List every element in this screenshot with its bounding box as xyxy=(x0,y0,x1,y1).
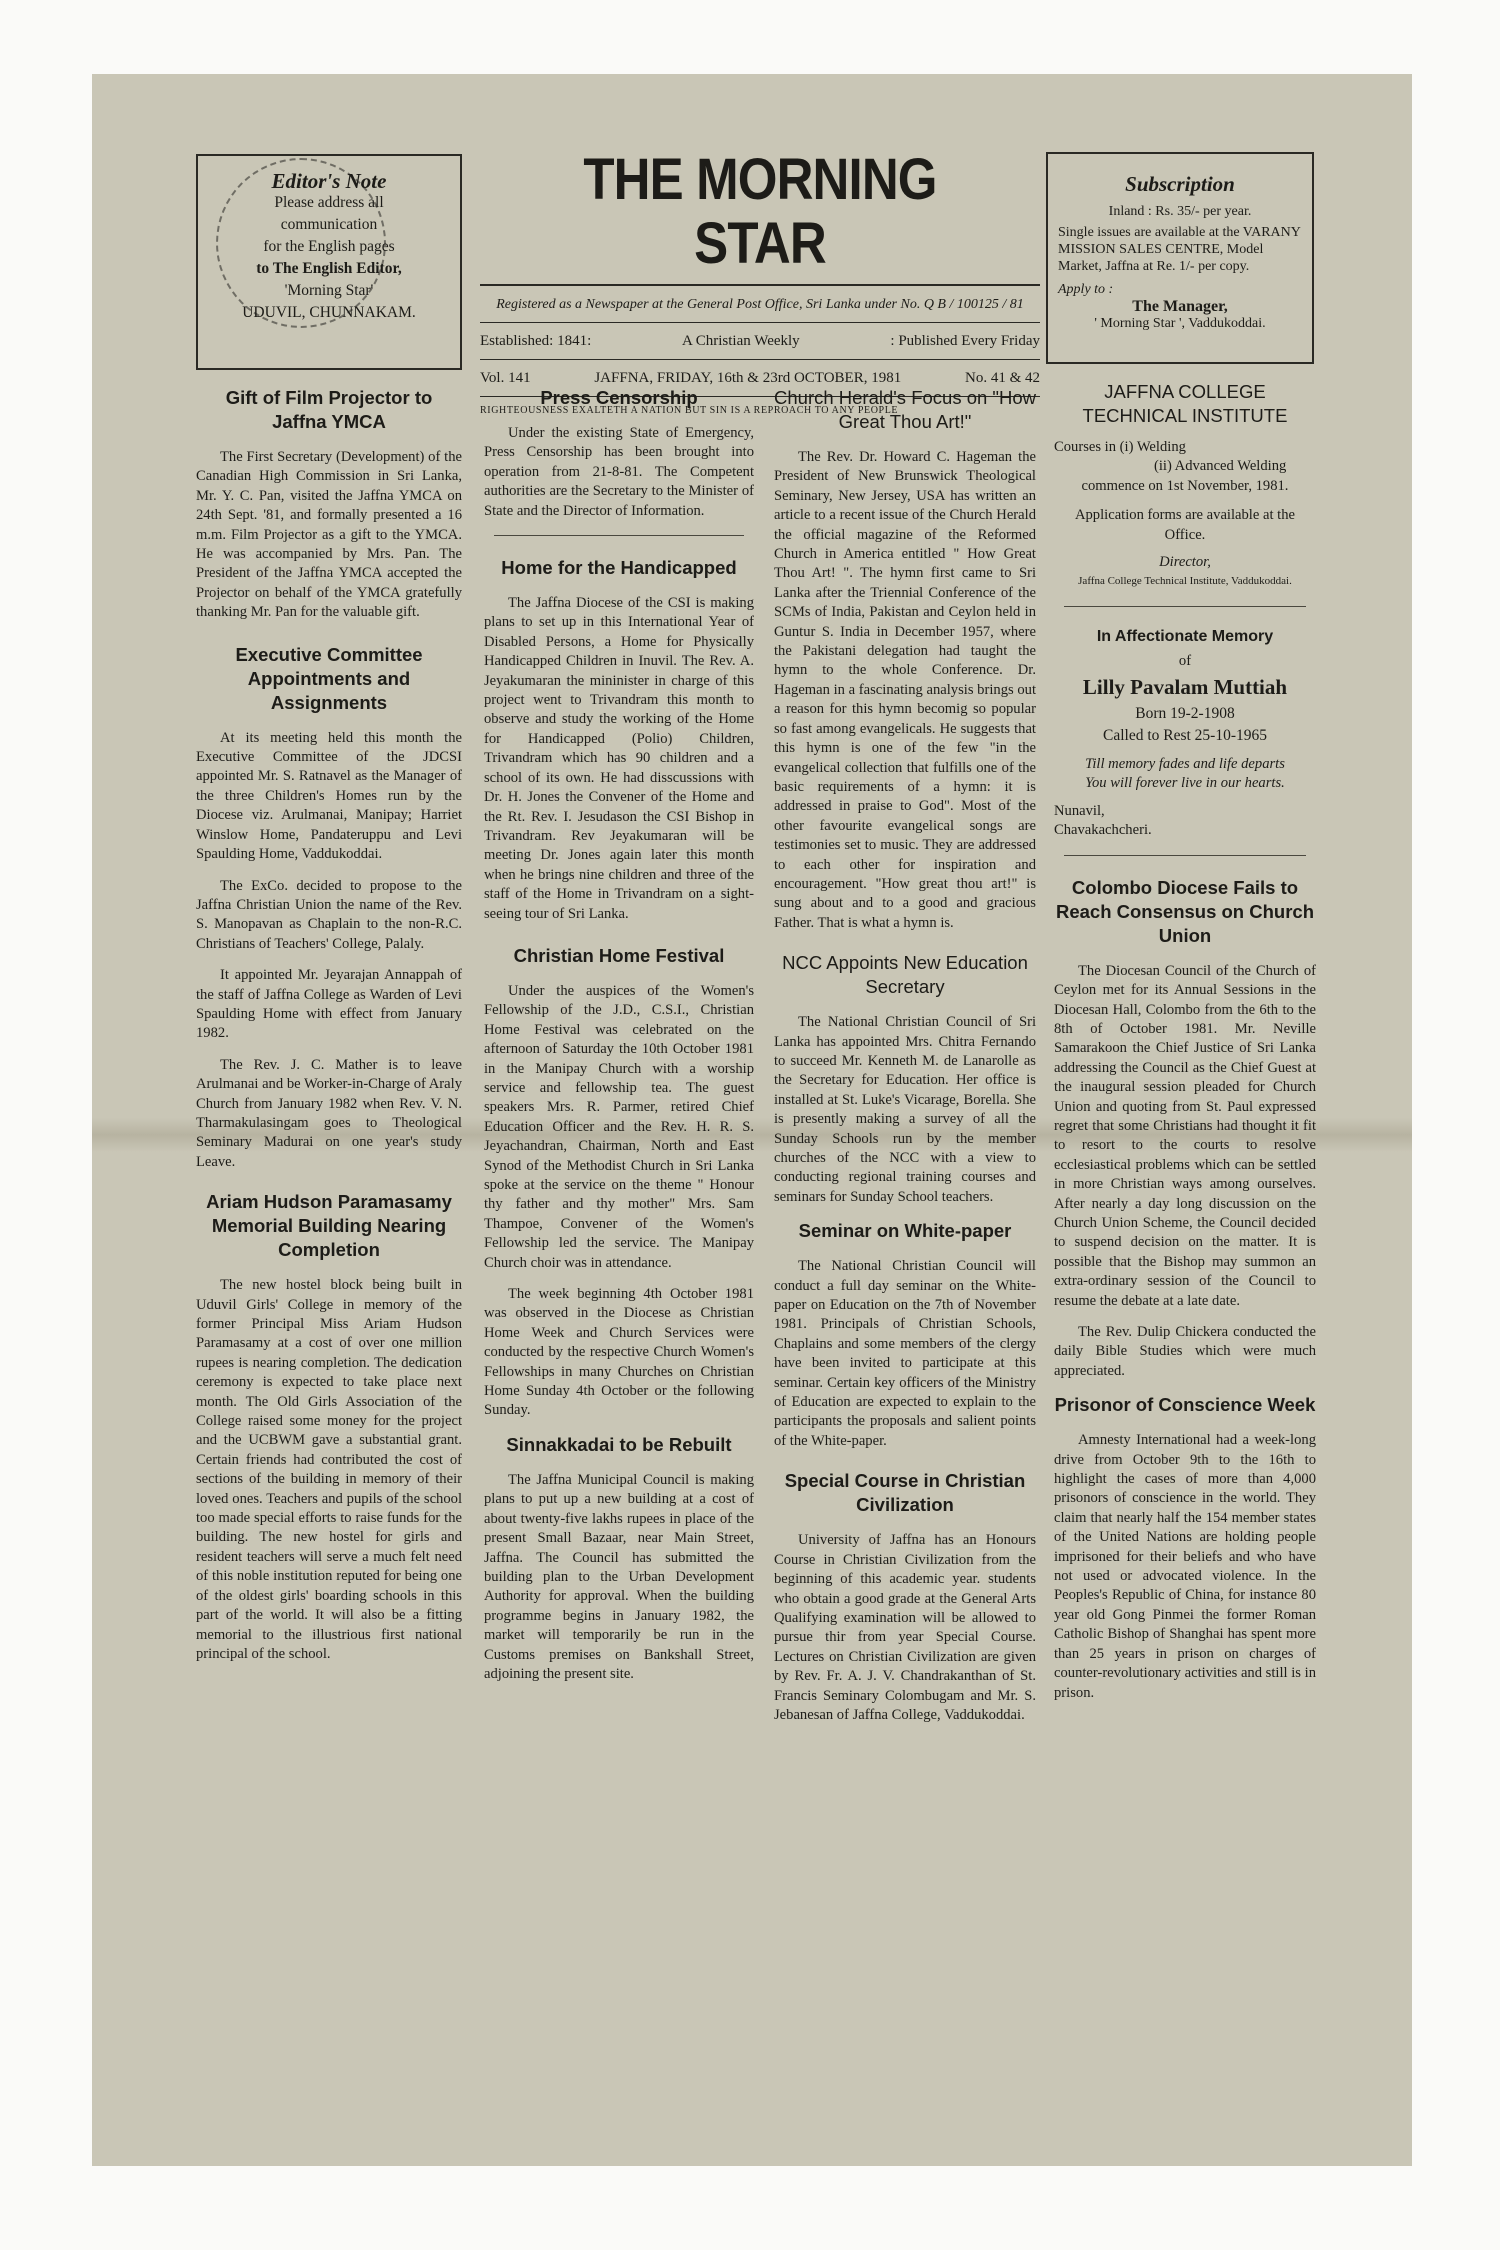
article-paragraph: Under the auspices of the Women's Fellowship of the J.D., C.S.I., Christian Home Festival was celebrated on the afternoon of Saturday the 10th October 1981 in the Manipay Church with a worship service and fellowship tea. The guest speakers Mrs. R. Parmer, retired Chief Education Officer and the Rev. H. R. S. Jeyachandran, Chairman, North and East Synod of the Methodist Church in Sri Lanka spoke at the service on the theme " Honour thy father and thy mother" Mrs. Sam Thampoe, Convener of the Women's Fellowship led the service. The Manipay Church choir was in attendance. xyxy=(484,982,754,1271)
headline-seminar-white-paper: Seminar on White-paper xyxy=(798,1220,1012,1242)
article-paragraph: The National Christian Council of Sri Lanka has appointed Mrs. Chitra Fernando to succeed Mr. Kenneth M. de Lanarolle as the Secretary for Education. Her office is installed at St. Luke's Vicarage, Borella. She is presently making a survey of all the Sunday Schools run by the member churches of the NCC with a view to conducting regional training courses and seminars for Sunday School teachers. xyxy=(774,1014,1036,1205)
ad-commence: commence on 1st November, 1981. xyxy=(1081,477,1289,494)
ad-title: JAFFNA COLLEGE TECHNICAL INSTITUTE xyxy=(1082,381,1288,426)
subscription-title: Subscription xyxy=(1125,172,1235,196)
article-paragraph: The week beginning 4th October 1981 was observed in the Diocese as Christian Home Week and Church Services were conducted by the respective Church Women's Fellowships in many Churches on Christian Home Sunday 4th October or the following Sunday. xyxy=(484,1286,754,1419)
editor-note-line: Please address all xyxy=(274,194,384,211)
editor-note-line: UDUVIL, CHUNNAKAM. xyxy=(242,304,416,321)
memorial-notice xyxy=(1054,627,1316,841)
column-2 xyxy=(484,380,754,1696)
editor-note-box xyxy=(196,154,462,370)
article-paragraph: The Jaffna Diocese of the CSI is making plans to set up in this International Year of Disabled Persons, a Home for Physically Handicapped Children in Inuvil. The Rev. A. Jeyakumaran the mininister in charge of this project went to Trivandram this month to observe and study the working of the Home for Handicapped (Polio) Children, Trivandram which has 90 children and a school of its own. He had disscussions with Dr. H. Jones the Convener of the Home and the Rt. Rev. I. Jesudason the CSI Bishop in Trivandram. Rev Jeyakumaran will be meeting Dr. Jones again later this month when he brings nine children and three of the staff of the Home in Trivandram on a sight-seeing tour of Sri Lanka. xyxy=(484,595,754,922)
ad-director: Director, xyxy=(1159,554,1211,571)
headline-church-herald: Church Herald's Focus on "How Great Thou Art!" xyxy=(774,387,1037,432)
motto: RIGHTEOUSNESS EXALTETH A NATION BUT SIN IS A REPROACH TO ANY PEOPLE xyxy=(480,405,899,416)
article-paragraph: The Jaffna Municipal Council is making plans to put up a new building at a cost of about twenty-five lakhs rupees in place of the present Small Bazaar, near Main Street, Jaffna. The Council has submitted the building plan to the Urban Development Authority for approval. When the building programme begins in January 1982, the market will temporarily be run in the Customs premises on Bankshall Street, adjoining the present site. xyxy=(484,1471,754,1682)
memorial-name: Lilly Pavalam Muttiah xyxy=(1082,674,1288,699)
headline-prisoner-conscience: Prisonor of Conscience Week xyxy=(1054,1394,1316,1416)
article-paragraph: University of Jaffna has an Honours Course in Christian Civilization from the beginning of this academic year. students who obtain a good grade at the General Arts Qualifying examination will be allowed to pursue thir from year Special Course. Lectures on Christian Civilization are given by Rev. Fr. A. J. V. Chandrakanthan of St. Francis Seminary Colombugam and Mr. S. Jebanesan of Jaffna College, Vaddukoddai. xyxy=(774,1532,1036,1723)
memorial-born: Born 19-2-1908 xyxy=(1135,705,1235,723)
subscription-box xyxy=(1046,152,1314,364)
article-paragraph: Under the existing State of Emergency, Press Censorship has been brought into operation from 21-8-81. The Competent authorities are the Secretary to the Minister of State and the Director of Information. xyxy=(484,425,754,519)
article-paragraph: The Diocesan Council of the Church of Ceylon met for its Annual Sessions in the Diocesan Hall, Colombo from the 6th to the 8th of October 1981. Mr. Neville Samarakoon the Chief Justice of Sri Lanka addressing the Council as the Chief Guest at the inaugural session pleaded for Church Union and quoting from St. Paul expressed regret that some Christians had thought it fit to resort to the courts to resolve ecclesiastical problems which can be settled in more Christian ways among ourselves. After nearly a day long discussion on the Church Union Scheme, the Council decided to suspend decision on the matter. It is possible that the Bishop may summon an extra-ordinary session of the Council to resume the debate at a late date. xyxy=(1054,962,1316,1309)
established-line xyxy=(480,331,1040,351)
memorial-heading: In Affectionate Memory xyxy=(1096,627,1274,645)
article-paragraph: The Rev. J. C. Mather is to leave Arulmanai and be Worker-in-Charge of Araly Church from January 1982 when Rev. V. N. Tharmakulasingam goes to Theological Seminary Madurai on one year's study Leave. xyxy=(196,1056,462,1170)
subscription-single: Single issues are available at the VARANY MISSION SALES CENTRE, Model Market, Jaffna at Re. 1/- per copy. xyxy=(1058,225,1301,274)
published-label: : Published Every Friday xyxy=(890,333,1040,349)
established: Established: 1841: xyxy=(480,333,592,349)
volume: Vol. 141 xyxy=(480,370,531,386)
headline-executive-committee: Executive Committee Appointments and Assignments xyxy=(235,643,423,713)
editor-note-title: Editor's Note xyxy=(271,169,387,193)
title-rule xyxy=(480,284,1040,286)
rule xyxy=(480,322,1040,323)
issue-number: No. 41 & 42 xyxy=(964,370,1040,386)
column-rule xyxy=(494,535,744,536)
subscription-inland: Inland : Rs. 35/- per year. xyxy=(1108,204,1252,219)
article-paragraph: The ExCo. decided to propose to the Jaffna Christian Union the name of the Rev. S. Manopavan as Chaplain to the non-R.C. Christians of Teachers' College, Palaly. xyxy=(196,877,462,952)
subscription-manager: The Manager, xyxy=(1132,298,1228,315)
technical-institute-ad xyxy=(1054,380,1316,592)
article-paragraph: The new hostel block being built in Uduvil Girls' College in memory of the former Principal Miss Ariam Hudson Paramasamy at a cost of over one million rupees is nearing completion. The dedication ceremony is expected to take place next month. The Old Girls Association of the College raised some money for the project and the UCBWM gave a substantial grant. Certain friends had contributed the cost of sections of the building in memory of their loved ones. Teachers and pupils of the school too made special efforts to raise funds for the building. The new hostel for girls and resident teachers will serve a much felt need of this noble institution reputed for being one of the oldest girls' boarding schools in this part of the world. It will also be a fitting memorial to the illustrious first national principal of the school. xyxy=(196,1277,462,1662)
column-4 xyxy=(1054,380,1316,1715)
ad-institute: Jaffna College Technical Institute, Vaddukoddai. xyxy=(1078,575,1292,588)
headline-press-censorship: Press Censorship xyxy=(540,387,698,408)
registration-text: Registered as a Newspaper at the General Post Office, Sri Lanka under No. Q B / 100125 / 81 xyxy=(496,297,1024,312)
memorial-verse: You will forever live in our hearts. xyxy=(1085,775,1285,792)
column-1 xyxy=(196,380,462,1676)
memorial-verse: Till memory fades and life departs xyxy=(1085,756,1285,773)
headline-ncc-appoints: NCC Appoints New Education Secretary xyxy=(782,952,1028,998)
rule xyxy=(480,359,1040,360)
article-paragraph: The Rev. Dulip Chickera conducted the daily Bible Studies which were much appreciated. xyxy=(1054,1324,1316,1379)
article-paragraph: The First Secretary (Development) of the Canadian High Commission in Sri Lanka, Mr. Y. C. Pan, visited the Jaffna YMCA on 24th Sept. '81, and formally presented a 16 m.m. Film Projector as a gift to the YMCA. He was accompanied by Mrs. Pan. The President of the Jaffna YMCA accepted the Projector on behalf of the YMCA gratefully thanking Mr. Pan for the valuable gift. xyxy=(196,449,462,621)
subscription-apply: Apply to : xyxy=(1058,282,1114,297)
column-rule xyxy=(1064,855,1306,856)
subscription-address: ' Morning Star ', Vaddukoddai. xyxy=(1094,316,1266,331)
article-paragraph: It appointed Mr. Jeyarajan Annappah of the staff of Jaffna College as Warden of Levi Spaulding Home with effect from January 1982. xyxy=(196,967,462,1042)
article-paragraph: The Rev. Dr. Howard C. Hageman the President of New Brunswick Theological Seminary, New Jersey, USA has written an article to a recent issue of the Church Herald the official magazine of the Reformed Church in America entitled " How Great Thou Art! ". The hymn first came to Sri Lanka after the Triennial Conference of the SCMs of India, Pakistan and Ceylon held in Guntur S. India in December 1957, where the Pakistani delegation had taught the hymn to the whole Conference. Dr. Hageman in a fascinating analysis brings out a reason for this hymn becomig so popular so fast among evangelicals. He suggests that this hymn is one of the few "in the evangelical collection that fulfills one of the basic requirements of a hymn: it is addressed in praise to God". Most of the other favourite evangelical songs are testimonies set to music. They are addressed to each other for inspiration and encouragement. "How great thou art!" is sung about and to a good and gracious Father. That is what a hymn is. xyxy=(774,449,1036,931)
newspaper-title: THE MORNING STAR xyxy=(583,147,937,276)
editor-note-line: communication xyxy=(280,216,378,233)
article-paragraph: At its meeting held this month the Executive Committee of the JDCSI appointed Mr. S. Ratnavel as the Manager of the three Children's Homes run by the Diocese viz. Arulmanai, Manipay; Harriet Winslow Home, Pandateruppu and Levi Spaulding Home, Vaddukoddai. xyxy=(196,729,462,863)
headline-colombo-diocese: Colombo Diocese Fails to Reach Consensus on Church Union xyxy=(1055,876,1314,946)
article-paragraph: The National Christian Council will conduct a full day seminar on the White-paper on Education on the 7th of November 1981. Principals of Christian Schools, Chaplains and some members of the clergy have been invited to participate at this seminar. Certain key officers of the Ministry of Education are expected to explain to the participants the proposals and salient points of the White-paper. xyxy=(774,1258,1036,1449)
memorial-rest: Called to Rest 25-10-1965 xyxy=(1102,727,1268,745)
editor-note-line: for the English pages xyxy=(263,238,395,255)
headline-memorial-building: Ariam Hudson Paramasamy Memorial Building Nearing Completion xyxy=(206,1191,452,1261)
dateline: JAFFNA, FRIDAY, 16th & 23rd OCTOBER, 1981 xyxy=(594,370,902,386)
headline-special-course: Special Course in Christian Civilization xyxy=(784,1470,1026,1516)
weekly-label: A Christian Weekly xyxy=(682,333,800,349)
memorial-place: Nunavil, xyxy=(1054,802,1105,819)
headline-home-handicapped: Home for the Handicapped xyxy=(501,557,737,579)
memorial-place: Chavakachcheri. xyxy=(1054,822,1152,839)
column-rule xyxy=(1064,606,1306,607)
memorial-of: of xyxy=(1178,653,1192,670)
editor-note-line: 'Morning Star' xyxy=(284,282,374,299)
article-paragraph: Amnesty International had a week-long drive from October 9th to the 16th to highlight the cases of more than 4,000 prisonors of conscience in the world. They claim that nearly half the 154 member states of the United Nations are holding people imprisoned for their beliefs and who have not used or advocated violence. In the Peoples's Republic of China, for instance 80 year old Gong Pinmei the former Roman Catholic Bishop of Shanghai has spent more than 25 years in prison on charges of counter-revolutionary activities and still is in prison. xyxy=(1054,1432,1316,1701)
column-3 xyxy=(774,380,1036,1737)
ad-course-2: (ii) Advanced Welding xyxy=(1154,458,1287,475)
headline-sinnakkadai: Sinnakkadai to be Rebuilt xyxy=(506,1433,732,1455)
headline-christian-home-festival: Christian Home Festival xyxy=(513,944,725,966)
ad-forms: Application forms are available at the Office. xyxy=(1074,507,1296,543)
masthead xyxy=(480,148,1040,416)
headline-film-projector: Gift of Film Projector to Jaffna YMCA xyxy=(225,387,433,432)
ad-courses: Courses in (i) Welding xyxy=(1054,439,1186,455)
editor-note-line: to The English Editor, xyxy=(256,260,402,277)
